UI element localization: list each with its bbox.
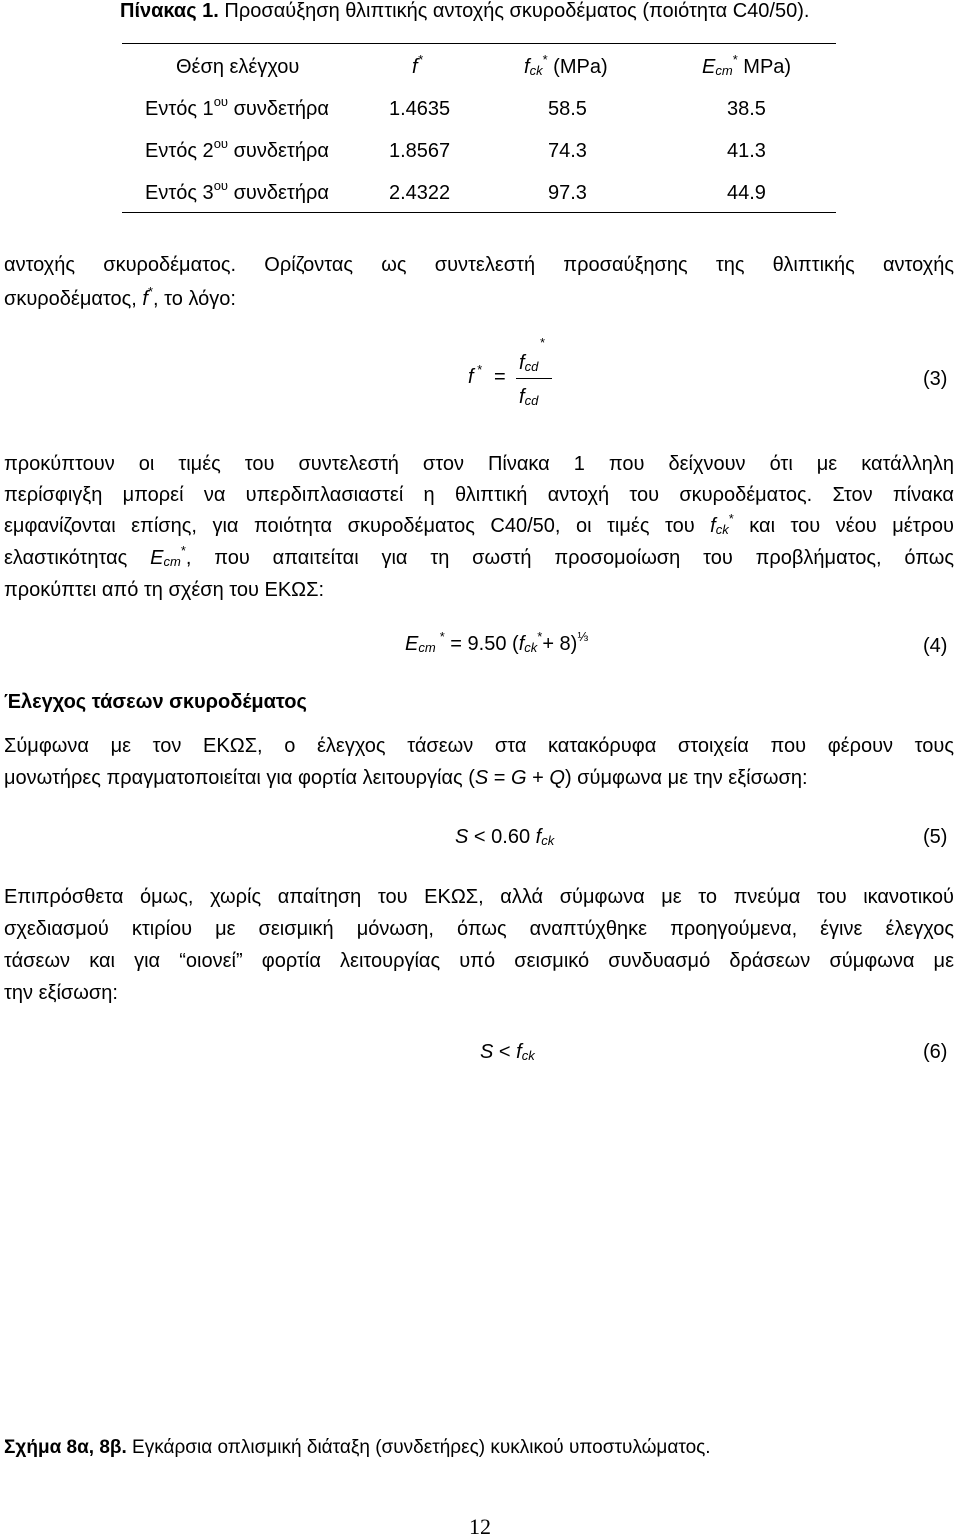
- section-heading: Έλεγχος τάσεων σκυροδέματος: [4, 691, 307, 713]
- paragraph-line: σκυροδέματος, f*, το λόγο:: [4, 284, 236, 310]
- header-fck: $f_{ck}^*$ (MPa): [524, 52, 608, 78]
- row-ecm-value: 38.5: [727, 98, 766, 120]
- eq3-numerator-star: *: [540, 335, 546, 350]
- row-fck-value: 74.3: [548, 140, 587, 162]
- eq6-number: (6): [923, 1041, 948, 1063]
- page-number: 12: [469, 1514, 491, 1539]
- eq6-body: $S < f_{ck}$: [480, 1041, 535, 1063]
- eq3-number: (3): [923, 368, 948, 390]
- row-position: Εντός $1^{o\upsilon}$ συνδετήρα: [145, 94, 329, 120]
- eq3-fraction-bar: [516, 378, 552, 379]
- row-ecm-value: 41.3: [727, 140, 766, 162]
- paragraph-line: τάσεων και για “οιονεί” φορτία λειτουργίας υπό σεισμικό συνδυασμό δράσεων σύμφωνα με: [4, 950, 954, 972]
- table-caption-text: Προσαύξηση θλιπτικής αντοχής σκυροδέματος (ποιότητα C40/50).: [218, 0, 810, 22]
- figure-caption-label: Σχήμα 8α, 8β.: [4, 1437, 127, 1458]
- header-ecm: $E_{cm}^*$ MPa): [702, 52, 792, 78]
- row-fck-value: 97.3: [548, 182, 587, 204]
- row-position: Εντός $3^{o\upsilon}$ συνδετήρα: [145, 178, 329, 204]
- eq4-body: $E_{cm}^* = 9.50$ $(f_{ck}^*+ 8)^{\frac{1}{3}}$: [405, 629, 589, 655]
- header-f: f*: [412, 52, 423, 78]
- paragraph-line: ελαστικότητας $E_{cm}^*$, που απαιτείται για τη σωστή προσομοίωση του προβλήματος, όπως: [4, 543, 955, 569]
- row-f-value: 2.4322: [389, 182, 451, 204]
- paragraph-line: περίσφιγξη μπορεί να υπερδιπλασιαστεί η θλιπτική αντοχή του σκυροδέματος. Στον πίνακα: [4, 484, 954, 506]
- header-position: Θέση ελέγχου: [176, 56, 300, 78]
- paragraph-line: εμφανίζονται επίσης, για ποιότητα σκυροδέματος C40/50, οι τιμές του $f_{ck}^*$ και του νέου μέτρου: [4, 511, 954, 537]
- table-caption: [120, 0, 809, 23]
- row-ecm-value: 44.9: [727, 182, 766, 204]
- eq5-body: S < 0.60 $f_{ck}$: [455, 826, 555, 848]
- row-f-value: 1.8567: [389, 140, 451, 162]
- figure-caption: [4, 1437, 711, 1459]
- paragraph-line: Επιπρόσθετα όμως, χωρίς απαίτηση του ΕΚΩΣ, αλλά σύμφωνα με το πνεύμα του ικανοτικού: [4, 886, 954, 908]
- table-caption-label: Πίνακας 1.: [120, 0, 219, 22]
- figure-caption-text: Εγκάρσια οπλισμική διάταξη (συνδετήρες) κυκλικού υποστυλώματος.: [126, 1437, 711, 1458]
- paragraph-line: προκύπτουν οι τιμές του συντελεστή στον Πίνακα 1 που δείχνουν ότι με κατάλληλη: [4, 453, 954, 475]
- table-top-rule: [122, 43, 836, 44]
- paragraph-line: σχεδιασμού κτιρίου με σεισμική μόνωση, όπως αναπτύχθηκε προηγούμενα, έγινε έλεγχος: [4, 918, 954, 940]
- eq3-equals: =: [494, 366, 506, 388]
- eq3-lhs: f *: [468, 362, 482, 388]
- table-bottom-rule: [122, 212, 836, 213]
- paragraph-line: μονωτήρες πραγματοποιείται για φορτία λειτουργίας (S = G + Q) σύμφωνα με την εξίσωση:: [4, 767, 808, 789]
- paragraph-line: προκύπτει από τη σχέση του ΕΚΩΣ:: [4, 579, 325, 601]
- paragraph-line: την εξίσωση:: [4, 982, 118, 1004]
- paragraph-line: αντοχής σκυροδέματος. Ορίζοντας ως συντελεστή προσαύξησης της θλιπτικής αντοχής: [4, 254, 954, 276]
- eq5-number: (5): [923, 826, 948, 848]
- eq3-denominator: $f_{cd}$: [519, 386, 539, 408]
- row-f-value: 1.4635: [389, 98, 451, 120]
- eq3-numerator: $f_{cd}$: [519, 352, 539, 374]
- row-fck-value: 58.5: [548, 98, 587, 120]
- paragraph-line: Σύμφωνα με τον ΕΚΩΣ, ο έλεγχος τάσεων στα κατακόρυφα στοιχεία που φέρουν τους: [4, 735, 954, 757]
- eq4-number: (4): [923, 635, 948, 657]
- row-position: Εντός $2^{o\upsilon}$ συνδετήρα: [145, 136, 329, 162]
